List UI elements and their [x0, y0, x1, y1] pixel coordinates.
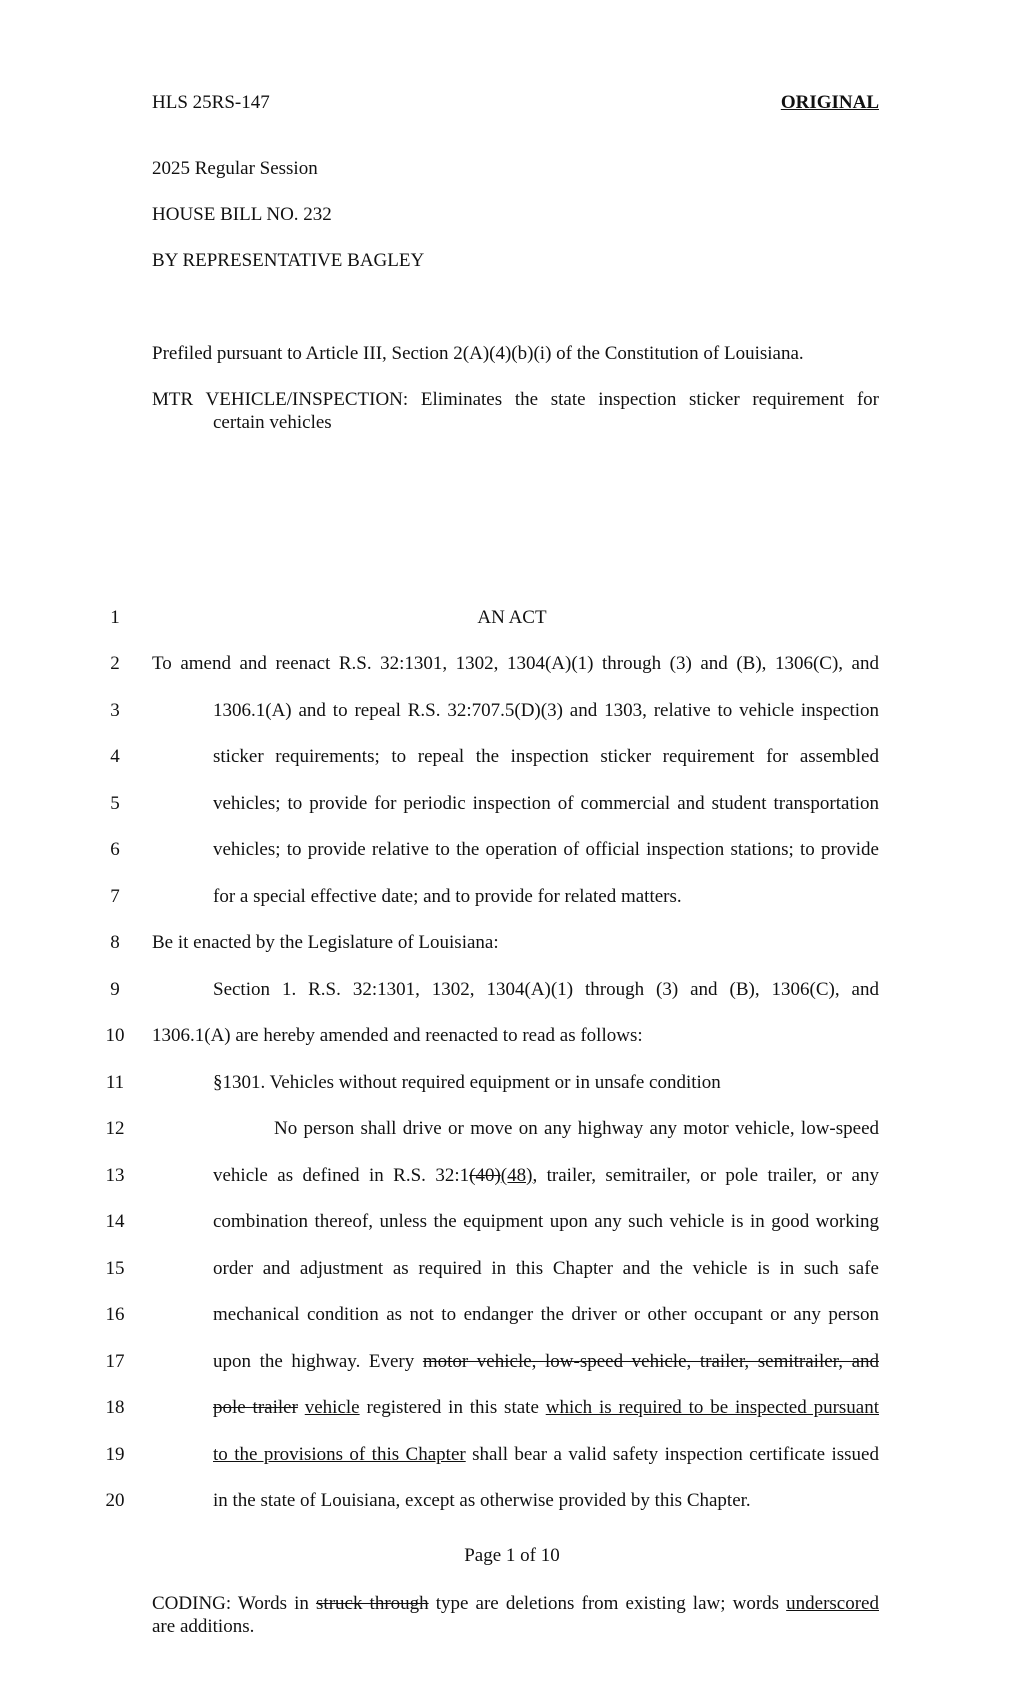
bill-line: [0, 932, 1024, 962]
digest: [152, 388, 879, 434]
bill-line: [0, 1258, 1024, 1288]
bill-line: [0, 1444, 1024, 1474]
original-label: ORIGINAL: [780, 92, 879, 113]
added-text: (48): [500, 1165, 533, 1186]
bill-line: [0, 1351, 1024, 1381]
line-number: 13: [105, 1165, 125, 1186]
text-segment: type are deletions from existing law; words: [428, 1593, 787, 1614]
text-segment: shall bear a valid safety inspection certificate issued: [465, 1444, 879, 1465]
line-text: To amend and reenact R.S. 32:1301, 1302, 1304(A)(1) through (3) and (B), 1306(C), and: [152, 653, 879, 674]
line-text: [213, 1397, 879, 1421]
line-text: [213, 1351, 879, 1375]
line-text: vehicles; to provide for periodic inspection of commercial and student transportation: [213, 793, 879, 814]
line-number: 6: [110, 839, 120, 860]
digest-line-2: certain vehicles: [213, 412, 332, 433]
text-segment: vehicle as defined in R.S. 32:1: [213, 1165, 470, 1186]
text-segment: registered in this state: [359, 1397, 546, 1418]
text-segment: CODING: Words in: [152, 1593, 317, 1614]
line-text: for a special effective date; and to provide for related matters.: [213, 886, 682, 907]
added-text: vehicle: [304, 1397, 360, 1418]
bill-line: [0, 1397, 1024, 1427]
line-number: 14: [105, 1211, 125, 1232]
line-text: Be it enacted by the Legislature of Louisiana:: [152, 932, 499, 953]
act-heading: AN ACT: [477, 607, 547, 628]
line-number: 10: [105, 1025, 125, 1046]
line-number: 15: [105, 1258, 125, 1279]
line-text: in the state of Louisiana, except as otherwise provided by this Chapter.: [213, 1490, 751, 1511]
line-number: 2: [110, 653, 120, 674]
struck-text: pole trailer: [213, 1397, 298, 1418]
line-text: No person shall drive or move on any highway any motor vehicle, low-speed: [274, 1118, 879, 1139]
line-text: 1306.1(A) and to repeal R.S. 32:707.5(D)(3) and 1303, relative to vehicle inspection: [213, 700, 879, 721]
struck-text: (40): [469, 1165, 501, 1186]
coding-line-1: [152, 1592, 879, 1615]
line-text: [213, 1165, 879, 1189]
bill-line: [0, 839, 1024, 869]
line-number: 19: [105, 1444, 125, 1465]
coding-line-2: are additions.: [152, 1616, 255, 1637]
bill-line: [0, 793, 1024, 823]
line-number: 12: [105, 1118, 125, 1139]
line-text: Section 1. R.S. 32:1301, 1302, 1304(A)(1) through (3) and (B), 1306(C), and: [213, 979, 879, 1000]
line-number: 20: [105, 1490, 125, 1511]
bill-line: [0, 979, 1024, 1009]
line-text: vehicles; to provide relative to the operation of official inspection stations; to provide: [213, 839, 879, 860]
line-text: [213, 1444, 879, 1468]
line-text: 1306.1(A) are hereby amended and reenacted to read as follows:: [152, 1025, 643, 1046]
line-number: 7: [110, 886, 120, 907]
line-number: 18: [105, 1397, 125, 1418]
coding-note: [152, 1592, 879, 1638]
line-number: 16: [105, 1304, 125, 1325]
line-number: 9: [110, 979, 120, 1000]
bill-line: [0, 746, 1024, 776]
line-number: 1: [110, 607, 120, 628]
digest-line-1: MTR VEHICLE/INSPECTION: Eliminates the state inspection sticker requirement for: [152, 389, 879, 410]
bill-line: [0, 1072, 1024, 1102]
added-text: to the provisions of this Chapter: [213, 1444, 466, 1465]
line-text: order and adjustment as required in this Chapter and the vehicle is in such safe: [213, 1258, 879, 1279]
bill-author: BY REPRESENTATIVE BAGLEY: [152, 250, 425, 271]
struck-example: struck through: [316, 1593, 429, 1614]
line-number: 17: [105, 1351, 125, 1372]
line-text: mechanical condition as not to endanger the driver or other occupant or any person: [213, 1304, 879, 1325]
line-number: 11: [105, 1072, 125, 1093]
page-number: Page 1 of 10: [464, 1545, 560, 1566]
line-number: 5: [110, 793, 120, 814]
text-segment: upon the highway. Every: [213, 1351, 423, 1372]
bill-line: [0, 700, 1024, 730]
line-number: 8: [110, 932, 120, 953]
section-heading: §1301. Vehicles without required equipment or in unsafe condition: [213, 1072, 721, 1093]
line-number: 4: [110, 746, 120, 767]
bill-line: [0, 1304, 1024, 1334]
line-text: combination thereof, unless the equipment upon any such vehicle is in good working: [213, 1211, 879, 1232]
bill-id: HLS 25RS-147: [152, 92, 270, 113]
bill-line: [0, 886, 1024, 916]
added-text: which is required to be inspected pursuant: [545, 1397, 879, 1418]
bill-line: [0, 1118, 1024, 1148]
bill-line: [0, 1025, 1024, 1055]
session: 2025 Regular Session: [152, 158, 318, 179]
prefiled-note: Prefiled pursuant to Article III, Section 2(A)(4)(b)(i) of the Constitution of Louisiana.: [152, 343, 804, 364]
bill-line: [0, 1490, 1024, 1520]
line-number: 3: [110, 700, 120, 721]
text-segment: , trailer, semitrailer, or pole trailer, or any: [532, 1165, 879, 1186]
bill-number: HOUSE BILL NO. 232: [152, 204, 332, 225]
bill-line: [0, 653, 1024, 683]
line-text: sticker requirements; to repeal the inspection sticker requirement for assembled: [213, 746, 879, 767]
bill-line: [0, 1165, 1024, 1195]
underscored-example: underscored: [786, 1593, 879, 1614]
bill-line: [0, 607, 1024, 637]
struck-text: motor vehicle, low-speed vehicle, trailer, semitrailer, and: [422, 1351, 879, 1372]
bill-line: [0, 1211, 1024, 1241]
